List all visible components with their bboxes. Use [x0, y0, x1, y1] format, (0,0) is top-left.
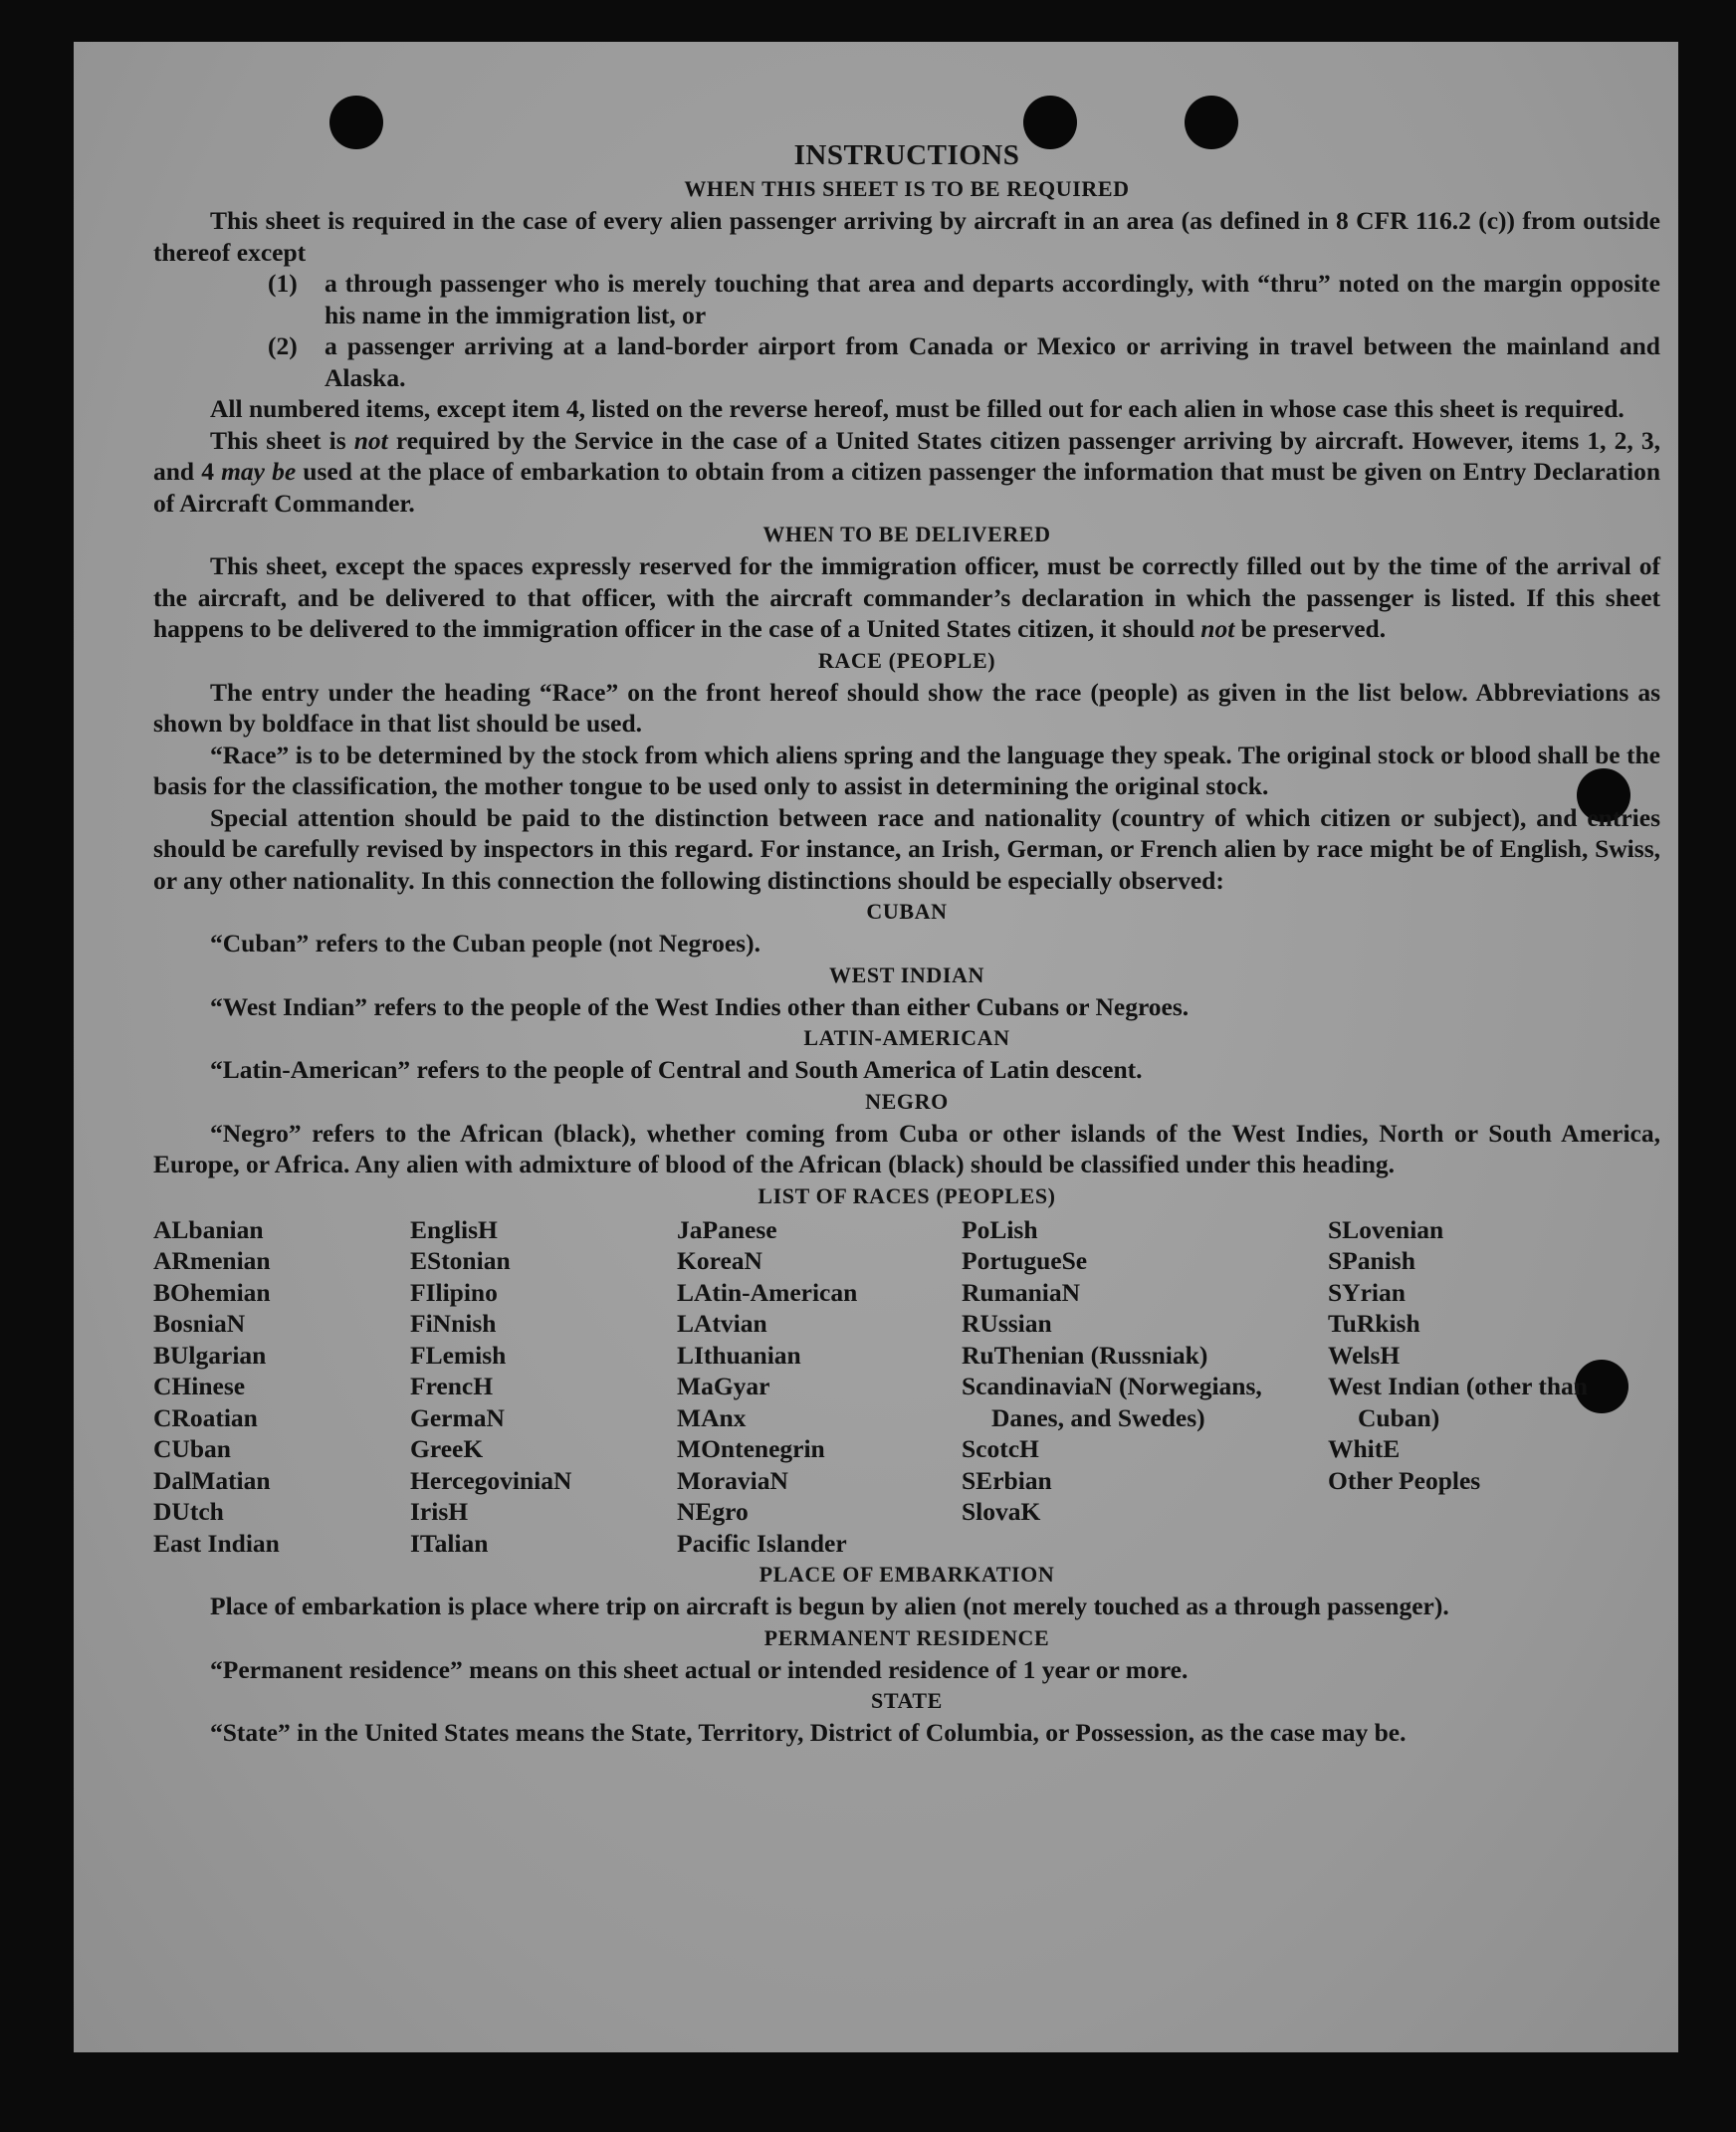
race-entry: GermaN — [410, 1402, 505, 1432]
race-entry: CHinese — [153, 1372, 246, 1400]
section-heading: LATIN-AMERICAN — [803, 1025, 1010, 1050]
race-column — [1328, 1214, 1627, 1560]
race-entry: SErbian — [962, 1465, 1052, 1495]
text-run: required by the Service in the case of a United States citizen passenger arriving by aircraft. However, items 1, 2, 3, and 4 — [153, 425, 1660, 486]
race-entry: East Indian — [153, 1528, 280, 1558]
race-entry: WelsH — [1328, 1340, 1401, 1370]
race-entry: RUssian — [962, 1309, 1052, 1338]
race-entry: EStonian — [410, 1246, 511, 1275]
section-heading: CUBAN — [866, 899, 948, 924]
paragraph — [153, 550, 1660, 645]
section-heading: WEST INDIAN — [829, 961, 984, 987]
section-heading: STATE — [871, 1688, 943, 1713]
section-heading: NEGRO — [865, 1088, 949, 1114]
section-heading: LIST OF RACES (PEOPLES) — [758, 1182, 1056, 1208]
race-column — [677, 1214, 962, 1560]
paragraph: “Negro” refers to the African (black), whether coming from Cuba or other islands of the West Indies, North or South America, Europe, or Africa. Any alien with admixture of blood of the African (black) should be classified under this heading. — [153, 1118, 1660, 1178]
race-entry: Pacific Islander — [677, 1528, 847, 1558]
race-entry: PoLish — [962, 1214, 1038, 1244]
race-entry: CUban — [153, 1434, 231, 1463]
race-entry: FrencH — [410, 1372, 494, 1400]
paragraph: Special attention should be paid to the distinction between race and nationality (country of which citizen or subject), and entries should be carefully revised by inspectors in this regard. For instance, an Irish, German, or French alien by race might be of English, Swiss, or any other nationality. In this connection the following distinctions should be especially observed: — [153, 802, 1660, 895]
race-entry: JaPanese — [677, 1214, 777, 1244]
race-entry: DUtch — [153, 1497, 224, 1526]
race-entry: ScotcH — [962, 1434, 1039, 1463]
race-entry: ITalian — [410, 1528, 489, 1558]
text-run: be preserved. — [1234, 614, 1387, 643]
race-entry: Other Peoples — [1328, 1465, 1481, 1495]
text-run: This sheet, except the spaces expressly reserved for the immigration officer, must be correctly filled out by the time of the arrival of the aircraft, and be delivered to that officer, with the aircraft commander’s declaration in which the passenger is listed. If this sheet happens to be delivered to the immigration officer in the case of a United States citizen, it should — [153, 551, 1660, 643]
emphasis: may be — [221, 457, 297, 486]
section-heading: PERMANENT RESIDENCE — [763, 1624, 1050, 1650]
race-entry: DalMatian — [153, 1465, 271, 1495]
race-entry: PortugueSe — [962, 1246, 1088, 1275]
race-entry: MOntenegrin — [677, 1434, 825, 1463]
race-entry: BUlgarian — [153, 1340, 267, 1370]
instructions-content — [153, 137, 1660, 1749]
paragraph: “Cuban” refers to the Cuban people (not Negroes). — [210, 929, 760, 958]
race-entry: HercegoviniaN — [410, 1465, 572, 1495]
race-entry: NEgro — [677, 1497, 749, 1526]
race-entry: RumaniaN — [962, 1277, 1081, 1307]
race-entry: FiNnish — [410, 1309, 497, 1338]
paragraph: Place of embarkation is place where trip on aircraft is begun by alien (not merely touched as a through passenger). — [210, 1592, 1449, 1620]
instructions-title: INSTRUCTIONS — [793, 139, 1020, 171]
race-entry: ScandinaviaN (Norwegians, Danes, and Swedes) — [962, 1372, 1262, 1432]
race-entry: SPanish — [1328, 1246, 1415, 1275]
paragraph: “Permanent residence” means on this sheet actual or intended residence of 1 year or more. — [210, 1654, 1189, 1684]
section-heading: PLACE OF EMBARKATION — [759, 1562, 1055, 1587]
race-column — [153, 1214, 410, 1560]
race-entry: KoreaN — [677, 1246, 762, 1275]
text-run: This sheet is — [210, 425, 354, 455]
race-entry: LAtin-American — [677, 1277, 858, 1307]
race-entry: MAnx — [677, 1402, 747, 1432]
race-entry: BosniaN — [153, 1309, 246, 1338]
race-entry: LIthuanian — [677, 1340, 801, 1370]
race-entry: FIlipino — [410, 1277, 498, 1307]
race-entry: IrisH — [410, 1497, 469, 1526]
race-entry: West Indian (other than Cuban) — [1328, 1372, 1588, 1432]
item-number: (2) — [268, 331, 298, 360]
race-entry: ARmenian — [153, 1246, 271, 1275]
race-entry: EnglisH — [410, 1214, 498, 1244]
list-item — [268, 268, 1660, 330]
emphasis: not — [1200, 614, 1235, 643]
race-entry: FLemish — [410, 1340, 507, 1370]
race-entry: MaGyar — [677, 1372, 770, 1400]
paragraph: The entry under the heading “Race” on the front hereof should show the race (people) as given in the list below. Abbreviations as shown by boldface in that list should be used. — [153, 677, 1660, 738]
race-entry: RuThenian (Russniak) — [962, 1340, 1208, 1370]
race-entry: MoraviaN — [677, 1465, 788, 1495]
section-heading: WHEN THIS SHEET IS TO BE REQUIRED — [684, 176, 1130, 201]
race-entry: SLovenian — [1328, 1214, 1444, 1244]
race-entry: CRoatian — [153, 1402, 258, 1432]
item-text: a passenger arriving at a land-border airport from Canada or Mexico or arriving in travel between the mainland and Alaska. — [325, 331, 1660, 392]
section-heading: RACE (PEOPLE) — [817, 647, 996, 673]
race-entry: LAtvian — [677, 1309, 767, 1338]
section-heading: WHEN TO BE DELIVERED — [762, 522, 1051, 546]
paragraph: “Latin-American” refers to the people of Central and South America of Latin descent. — [210, 1055, 1143, 1084]
race-entry: BOhemian — [153, 1277, 271, 1307]
paragraph: All numbered items, except item 4, listed on the reverse hereof, must be filled out for each alien in whose case this sheet is required. — [210, 394, 1625, 423]
document-page — [74, 42, 1678, 2052]
race-entry: TuRkish — [1328, 1309, 1420, 1338]
item-text: a through passenger who is merely touching that area and departs accordingly, with “thru” noted on the margin opposite his name in the immigration list, or — [325, 269, 1660, 329]
paragraph: “State” in the United States means the State, Territory, District of Columbia, or Possession, as the case may be. — [210, 1718, 1407, 1747]
race-entry: ALbanian — [153, 1214, 264, 1244]
race-column — [962, 1214, 1328, 1560]
race-entry: GreeK — [410, 1434, 484, 1463]
item-number: (1) — [268, 269, 298, 298]
paragraph: “Race” is to be determined by the stock from which aliens spring and the language they speak. The original stock or blood shall be the basis for the classification, the mother tongue to be used only to assist in determining the original stock. — [153, 740, 1660, 800]
list-item — [268, 330, 1660, 393]
emphasis: not — [353, 425, 388, 455]
race-column — [410, 1214, 677, 1560]
paragraph: This sheet is required in the case of every alien passenger arriving by aircraft in an area (as defined in 8 CFR 116.2 (c)) from outside thereof except — [153, 206, 1660, 267]
paragraph: “West Indian” refers to the people of the West Indies other than either Cubans or Negroes. — [210, 991, 1190, 1021]
paragraph — [153, 425, 1660, 520]
race-list — [153, 1214, 1660, 1560]
text-run: used at the place of embarkation to obtain from a citizen passenger the information that must be given on Entry Declaration of Aircraft Commander. — [153, 457, 1661, 518]
race-entry: SlovaK — [962, 1497, 1041, 1526]
race-entry: SYrian — [1328, 1277, 1406, 1307]
race-entry: WhitE — [1328, 1434, 1401, 1463]
